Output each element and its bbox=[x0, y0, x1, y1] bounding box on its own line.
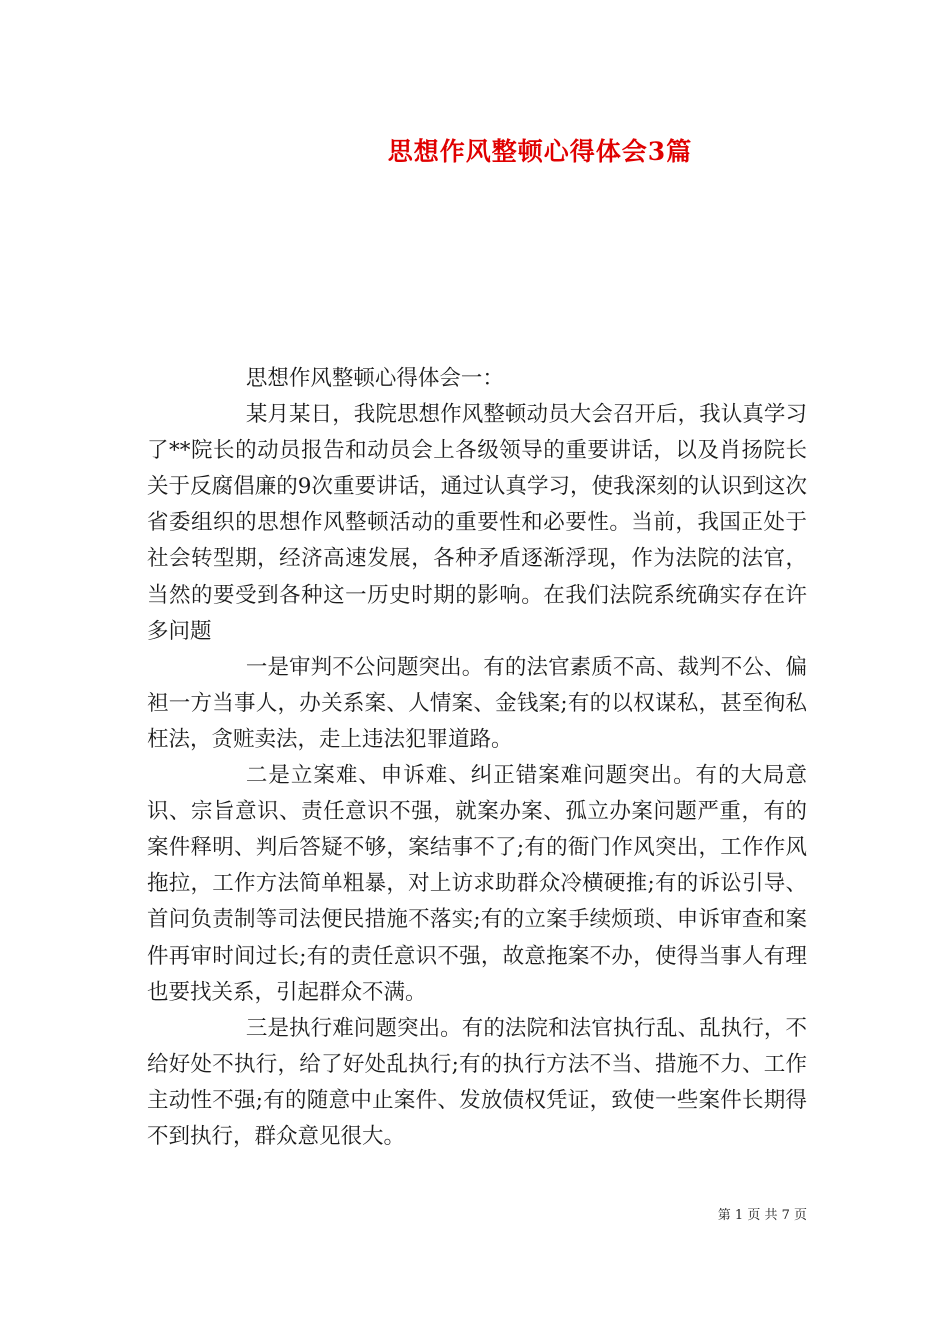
document-body bbox=[147, 361, 807, 1155]
document-title: 思想作风整顿心得体会3篇 bbox=[387, 137, 693, 166]
paragraph-point-three: 三是执行难问题突出。有的法院和法官执行乱、乱执行，不给好处不执行，给了好处乱执行;有的执行方法不当、措施不力、工作主动性不强;有的随意中止案件、发放债权凭证，致使一些案件长期得不到执行，群众意见很大。 bbox=[147, 1015, 807, 1149]
paragraph-intro: 某月某日，我院思想作风整顿动员大会召开后，我认真学习了**院长的动员报告和动员会上各级领导的重要讲话，以及肖扬院长关于反腐倡廉的9次重要讲话，通过认真学习，使我深刻的认识到这次省委组织的思想作风整顿活动的重要性和必要性。当前，我国正处于社会转型期，经济高速发展，各种矛盾逐渐浮现，作为法院的法官，当然的要受到各种这一历史时期的影响。在我们法院系统确实存在许多问题 bbox=[147, 402, 807, 644]
paragraph-point-one: 一是审判不公问题突出。有的法官素质不高、裁判不公、偏袒一方当事人，办关系案、人情案、金钱案;有的以权谋私，甚至徇私枉法，贪赃卖法，走上违法犯罪道路。 bbox=[147, 654, 807, 752]
paragraph-point-two: 二是立案难、申诉难、纠正错案难问题突出。有的大局意识、宗旨意识、责任意识不强，就案办案、孤立办案问题严重，有的案件释明、判后答疑不够，案结事不了;有的衙门作风突出，工作作风拖拉，工作方法简单粗暴，对上访求助群众冷横硬推;有的诉讼引导、首问负责制等司法便民措施不落实;有的立案手续烦琐、申诉审查和案件再审时间过长;有的责任意识不强，故意拖案不办，使得当事人有理也要找关系，引起群众不满。 bbox=[147, 763, 807, 1005]
section-heading: 思想作风整顿心得体会一： bbox=[245, 366, 504, 391]
page-number-footer: 第 1 页 共 7 页 bbox=[717, 1208, 807, 1223]
